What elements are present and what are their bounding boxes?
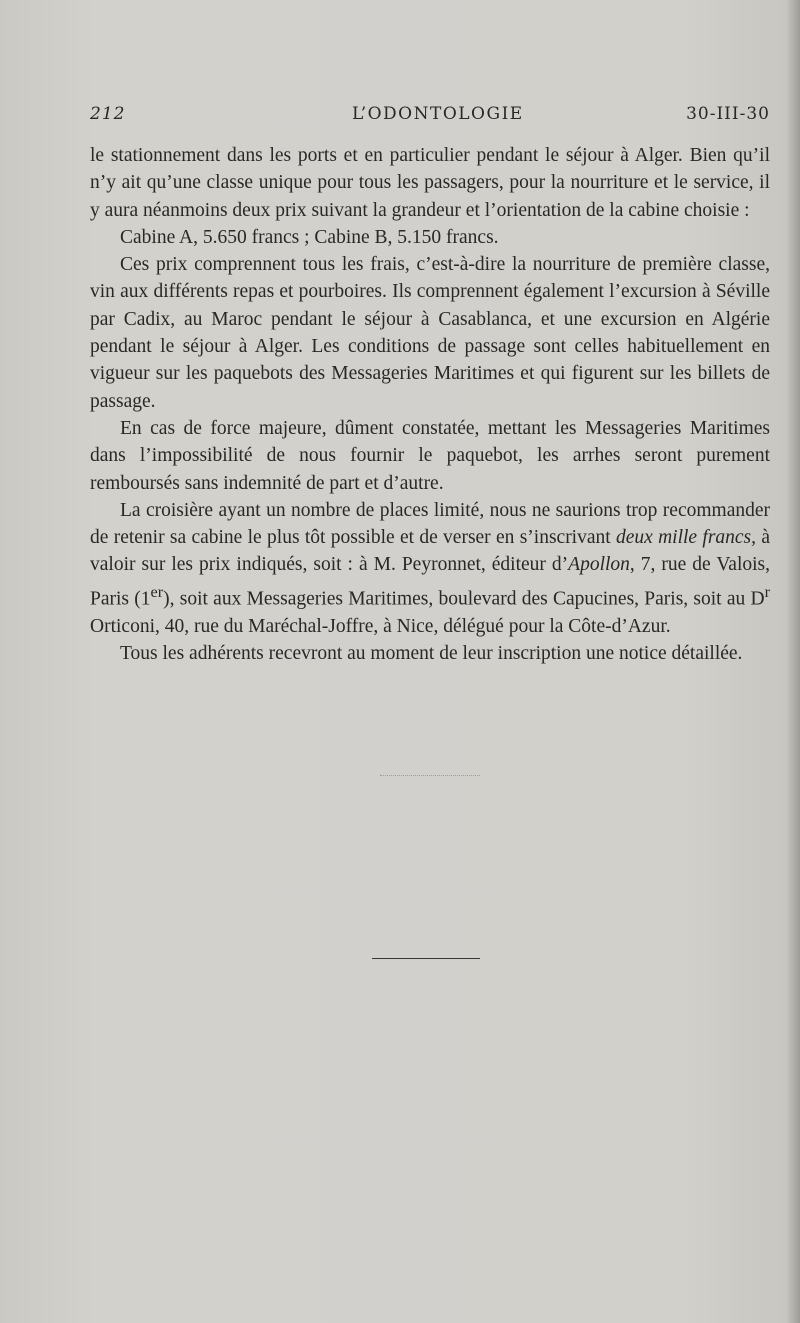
section-end-rule: [372, 958, 480, 959]
p5-text-5: Orticoni, 40, rue du Maréchal-Joffre, à Nice, délégué pour la Côte-d’Azur.: [90, 615, 671, 637]
p5-italic-amount: deux mille francs,: [615, 527, 757, 549]
paragraph-4: En cas de force majeure, dûment constatée, mettant les Messageries Maritimes dans l’impossibilité de nous fournir le paquebot, les arrhes seront purement remboursés sans indemnité de part et d’autre.: [90, 417, 770, 494]
issue-date: 30-III-30: [686, 104, 770, 124]
page-number: 212: [90, 104, 126, 124]
journal-title: L’ODONTOLOGIE: [352, 104, 524, 124]
p5-superscript-er: er: [150, 582, 164, 601]
p5-superscript-r: r: [764, 582, 770, 601]
binding-shadow: [786, 0, 800, 1323]
paragraph-6: Tous les adhérents recevront au moment de leur inscription une notice détaillée.: [120, 642, 743, 664]
paragraph-5: [90, 497, 770, 640]
paragraph-3: Ces prix comprennent tous les frais, c’est-à-dire la nourriture de première classe, vin aux différents repas et pourboires. Ils comprennent également l’excursion à Séville par Cadix, au Maroc pendant le séjour à Casablanca, et une excursion en Algérie pendant le séjour à Alger. Les conditions de passage sont celles habituellement en vigueur sur les paquebots des Messageries Maritimes et qui figurent sur les billets de passage.: [90, 254, 770, 412]
p5-italic-apollon: Apollon: [568, 554, 630, 576]
running-header: [90, 104, 770, 130]
p5-text-4: ), soit aux Messageries Maritimes, boulevard des Capucines, Paris, soit au D: [163, 588, 765, 610]
paragraph-2: Cabine A, 5.650 francs ; Cabine B, 5.150 francs.: [120, 226, 499, 248]
p5-text-2: à valoir sur les prix indiqués, soit : à M. Peyronnet, éditeur d’: [90, 527, 770, 576]
article-body: [90, 142, 770, 667]
paragraph-1: le stationnement dans les ports et en particulier pendant le séjour à Alger. Bien qu’il n’y ait qu’une classe unique pour tous les passagers, pour la nourriture et le service, il y aura néanmoins deux prix suivant la grandeur et l’orientation de la cabine choisie :: [90, 145, 770, 221]
faint-show-through-line: [380, 775, 480, 776]
p5-text-3: , 7, rue de Valois, Paris (1: [90, 554, 770, 610]
p5-text-1: La croisière ayant un nombre de places limité, nous ne saurions trop recommander de retenir sa cabine le plus tôt possible et de verser en s’inscrivant: [90, 499, 770, 549]
